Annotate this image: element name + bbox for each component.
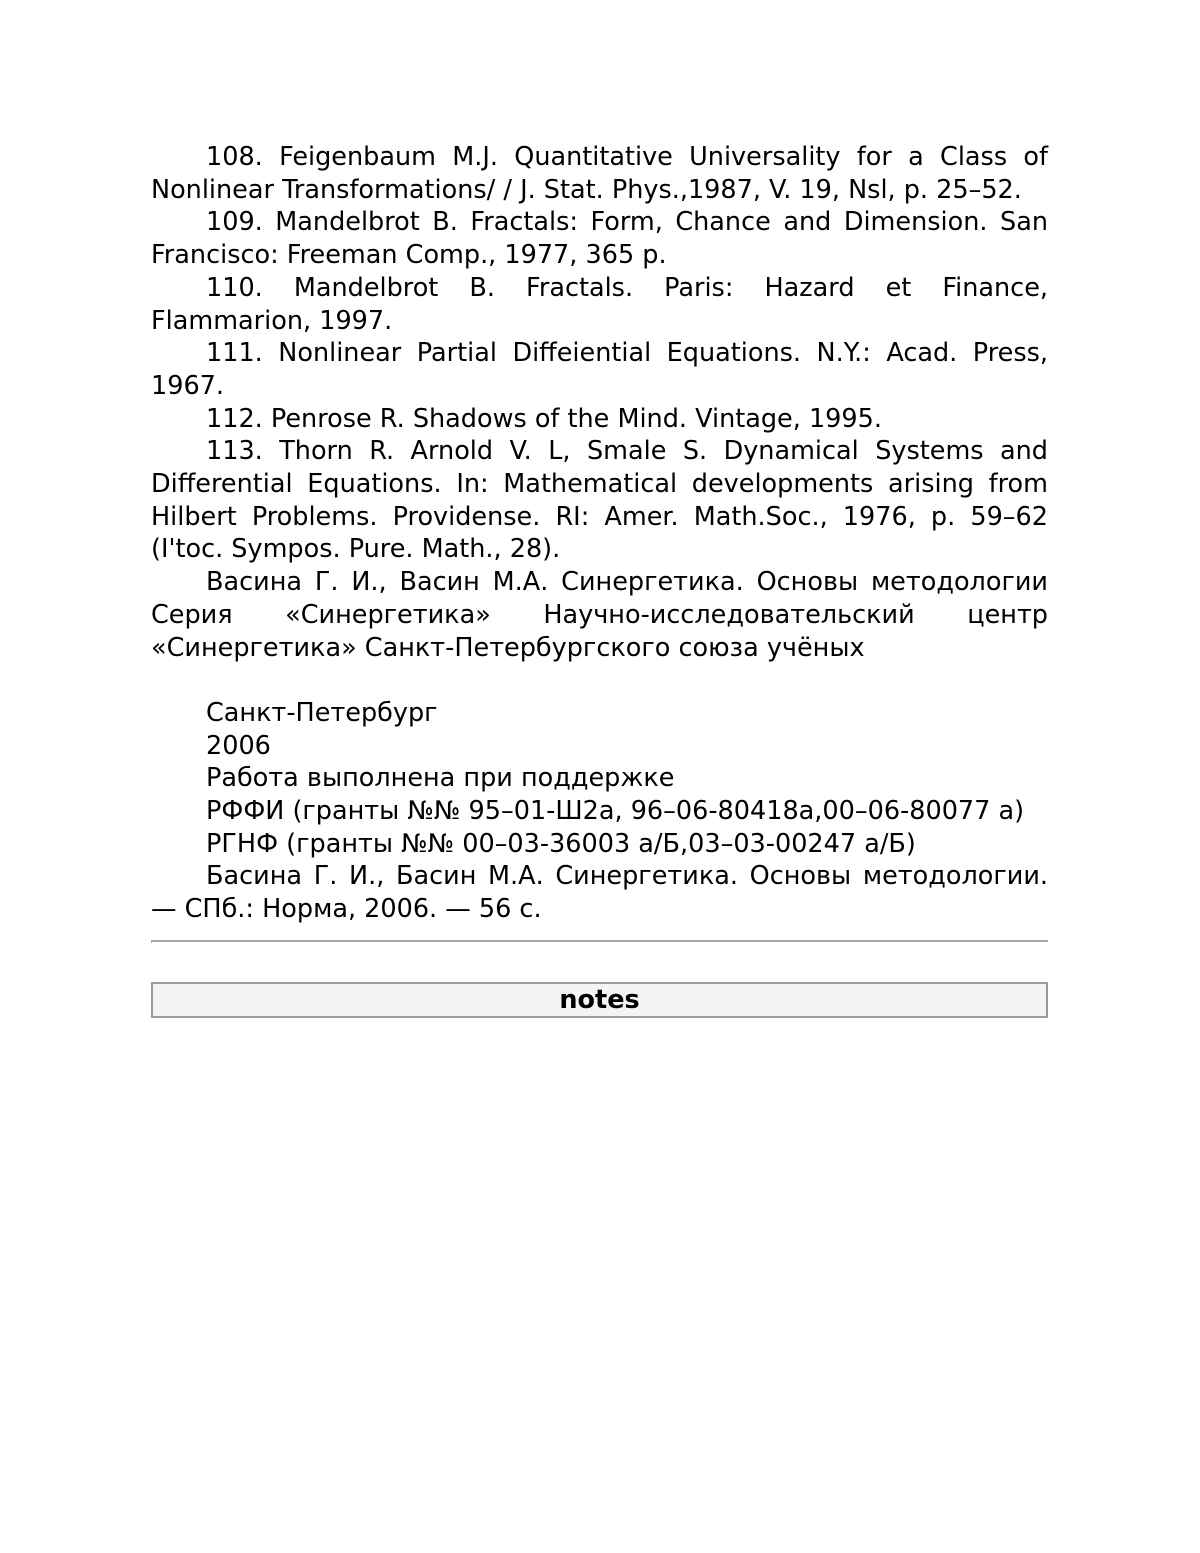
reference-108: 108. Feigenbaum M.J. Quantitative Universality for a Class of Nonlinear Transformations/ / J. Stat. Phys.,1987, V. 19, Nsl, p. 25–52. xyxy=(151,142,1048,205)
rgnf-grants: РГНФ (гранты №№ 00–03-36003 а/Б,03–03-00247 а/Б) xyxy=(206,828,916,859)
blank-line xyxy=(151,664,1048,697)
reference-113: 113. Thorn R. Arnold V. L, Smale S. Dynamical Systems and Differential Equations. In: Mathematical developments arising from Hilbert Problems. Providense. RI: Amer. Math.Soc., 1976, p. 59–62 (I'toc. Sympos. Pure. Math., 28). xyxy=(151,436,1048,565)
notes-header: notes xyxy=(151,982,1048,1018)
reference-111: 111. Nonlinear Partial Diffeiential Equations. N.Y.: Acad. Press, 1967. xyxy=(151,338,1048,401)
reference-110: 110. Mandelbrot B. Fractals. Paris: Hazard et Finance, Flammarion, 1997. xyxy=(151,272,1048,336)
citation: Басина Г. И., Басин М.А. Синергетика. Основы методологии. — СПб.: Норма, 2006. — 56 с. xyxy=(151,861,1048,925)
reference-112: 112. Penrose R. Shadows of the Mind. Vintage, 1995. xyxy=(206,403,882,434)
year: 2006 xyxy=(206,730,271,761)
title-block: Васина Г. И., Васин М.А. Синергетика. Основы методологии Серия «Синергетика» Научно-исследовательский центр «Синергетика» Санкт-Петербургского союза учёных xyxy=(151,567,1048,663)
support-note: Работа выполнена при поддержке xyxy=(206,763,675,794)
rffi-grants: РФФИ (гранты №№ 95–01-Ш2а, 96–06-80418а,00–06-80077 а) xyxy=(206,796,1025,827)
reference-109: 109. Mandelbrot B. Fractals: Form, Chance and Dimension. San Francisco: Freeman Comp., 1977, 365 p. xyxy=(151,207,1048,271)
horizontal-rule xyxy=(151,940,1048,943)
city: Санкт-Петербург xyxy=(206,697,438,728)
document-page xyxy=(151,141,1048,1018)
